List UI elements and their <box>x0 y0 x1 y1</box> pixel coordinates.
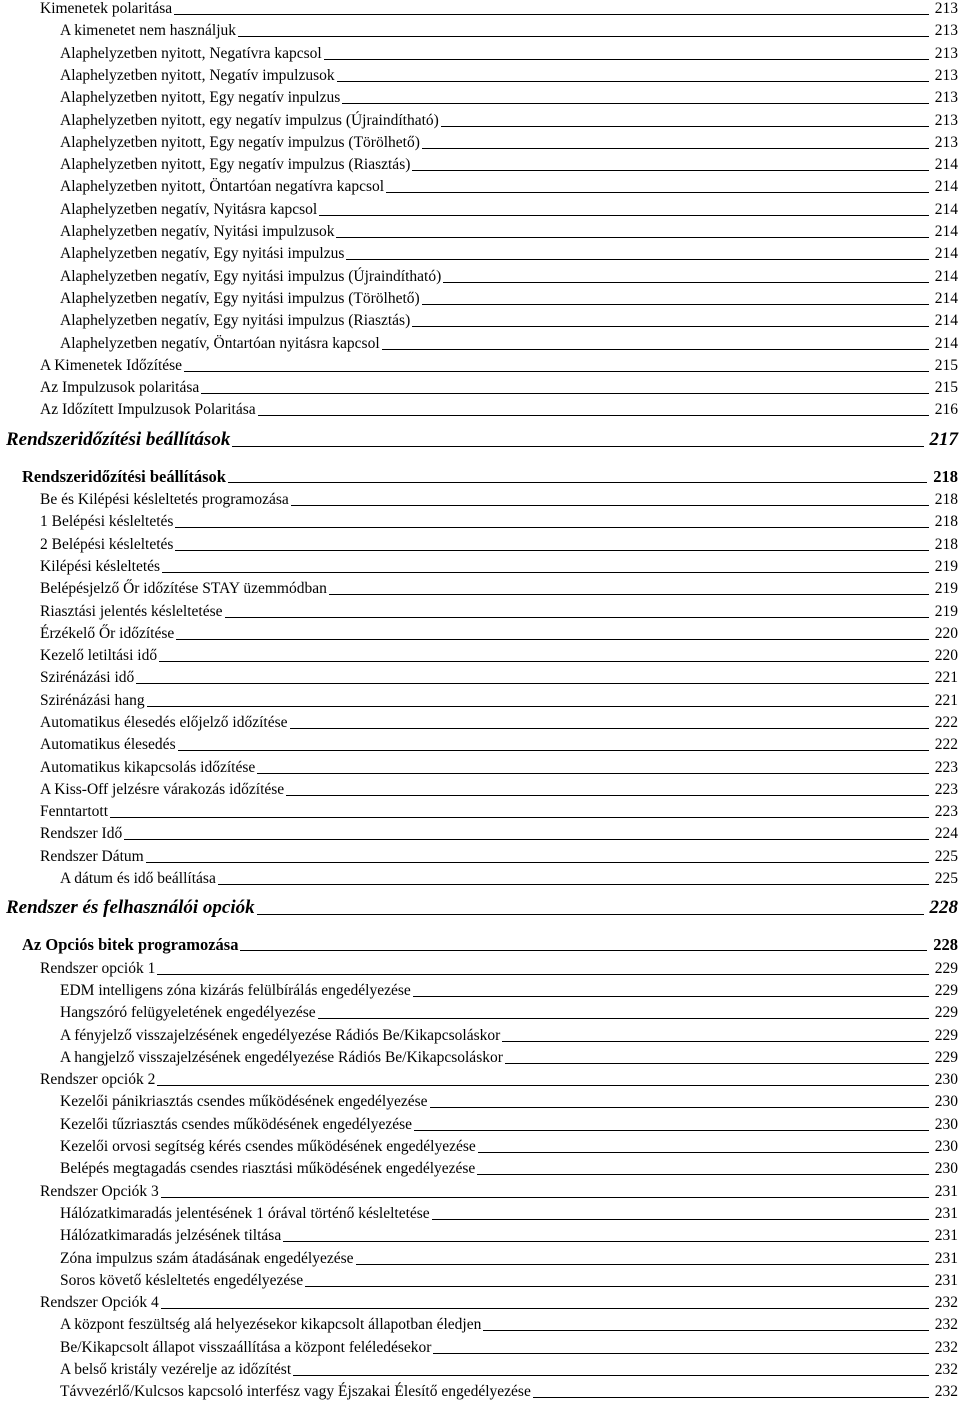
toc-leader-line <box>293 1375 929 1376</box>
toc-entry[interactable] <box>60 223 958 241</box>
toc-entry[interactable] <box>60 1049 958 1067</box>
toc-entry-title: Kimenetek polaritása <box>40 0 173 17</box>
toc-entry-title: Automatikus élesedés előjelző időzítése <box>40 714 288 731</box>
toc-leader-line <box>178 750 929 751</box>
toc-entry[interactable] <box>40 714 958 732</box>
toc-leader-line <box>329 594 929 595</box>
toc-leader-line <box>110 817 929 818</box>
toc-entry[interactable] <box>40 357 958 375</box>
toc-entry-page-number: 213 <box>934 22 958 39</box>
toc-section-entry[interactable] <box>22 936 958 954</box>
toc-entry-page-number: 222 <box>934 736 958 753</box>
toc-entry[interactable] <box>40 603 958 621</box>
toc-leader-line <box>478 1152 929 1153</box>
toc-entry-page-number: 224 <box>934 825 958 842</box>
toc-entry[interactable] <box>60 1004 958 1022</box>
toc-entry-page-number: 225 <box>934 870 958 887</box>
toc-entry[interactable] <box>60 1316 958 1334</box>
toc-entry-title: EDM intelligens zóna kizárás felülbírálás engedélyezése <box>60 982 411 999</box>
toc-entry-title: Az Opciós bitek programozása <box>22 935 239 954</box>
toc-entry-title: Alaphelyzetben nyitott, Egy negatív inpulzus <box>60 89 341 106</box>
toc-entry[interactable] <box>60 45 958 63</box>
toc-entry-title: Alaphelyzetben nyitott, Negatívra kapcsol <box>60 45 322 62</box>
toc-entry[interactable] <box>40 647 958 665</box>
toc-entry-page-number: 223 <box>934 781 958 798</box>
toc-entry-title: A fényjelző visszajelzésének engedélyezése Rádiós Be/Kikapcsoláskor <box>60 1027 501 1044</box>
toc-leader-line <box>319 215 929 216</box>
toc-entry-page-number: 213 <box>934 112 958 129</box>
toc-leader-line <box>286 795 929 796</box>
toc-entry-title: Be/Kikapcsolt állapot visszaállítása a központ feléledésekor <box>60 1339 432 1356</box>
toc-entry-title: Alaphelyzetben nyitott, Öntartóan negatívra kapcsol <box>60 178 385 195</box>
toc-leader-line <box>157 1085 928 1086</box>
toc-entry-page-number: 214 <box>934 201 958 218</box>
toc-entry-page-number: 229 <box>934 1004 958 1021</box>
toc-entry-page-number: 231 <box>934 1183 958 1200</box>
toc-leader-line <box>228 482 927 483</box>
toc-entry-page-number: 230 <box>934 1093 958 1110</box>
toc-entry-title: 1 Belépési késleltetés <box>40 513 174 530</box>
toc-entry[interactable] <box>60 1093 958 1111</box>
toc-entry-page-number: 214 <box>934 268 958 285</box>
toc-entry-page-number: 223 <box>934 759 958 776</box>
toc-entry[interactable] <box>60 178 958 196</box>
toc-entry[interactable] <box>40 803 958 821</box>
toc-entry[interactable] <box>40 580 958 598</box>
toc-leader-line <box>356 1264 929 1265</box>
toc-leader-line <box>147 706 929 707</box>
toc-entry-title: Szirénázási idő <box>40 669 135 686</box>
toc-entry[interactable] <box>60 1250 958 1268</box>
toc-leader-line <box>386 192 929 193</box>
toc-entry-title: Rendszeridőzítési beállítások <box>22 467 226 486</box>
toc-entry[interactable] <box>60 245 958 263</box>
toc-entry[interactable] <box>40 536 958 554</box>
toc-entry[interactable] <box>60 312 958 330</box>
toc-entry-title: Alaphelyzetben nyitott, egy negatív impulzus (Újraindítható) <box>60 112 439 129</box>
toc-entry-page-number: 214 <box>934 223 958 240</box>
toc-leader-line <box>443 282 929 283</box>
toc-leader-line <box>433 1353 928 1354</box>
toc-leader-line <box>324 59 929 60</box>
toc-entry-title: Belépés megtagadás csendes riasztási működésének engedélyezése <box>60 1160 476 1177</box>
toc-entry-page-number: 213 <box>934 134 958 151</box>
toc-chapter-entry[interactable] <box>6 897 958 919</box>
toc-entry-title: Szirénázási hang <box>40 692 145 709</box>
toc-entry[interactable] <box>60 1339 958 1357</box>
toc-entry-title: Kezelői tűzriasztás csendes működésének engedélyezése <box>60 1116 413 1133</box>
toc-leader-line <box>336 237 928 238</box>
toc-entry[interactable] <box>60 1116 958 1134</box>
toc-entry-title: Érzékelő Őr időzítése <box>40 625 175 642</box>
toc-entry[interactable] <box>60 870 958 888</box>
toc-entry-title: A kimenetet nem használjuk <box>60 22 237 39</box>
toc-entry-page-number: 220 <box>934 647 958 664</box>
toc-leader-line <box>382 349 929 350</box>
toc-entry-page-number: 213 <box>934 0 958 17</box>
toc-entry[interactable] <box>40 558 958 576</box>
toc-entry-title: Belépésjelző Őr időzítése STAY üzemmódban <box>40 580 327 597</box>
toc-entry-title: Soros követő késleltetés engedélyezése <box>60 1272 304 1289</box>
toc-entry-page-number: 214 <box>934 245 958 262</box>
toc-entry[interactable] <box>60 1205 958 1223</box>
toc-entry-page-number: 214 <box>934 178 958 195</box>
toc-entry-title: A belső kristály vezérelje az időzítést <box>60 1361 292 1378</box>
toc-entry-page-number: 230 <box>934 1160 958 1177</box>
toc-entry-title: Fenntartott <box>40 803 109 820</box>
toc-entry[interactable] <box>60 290 958 308</box>
toc-entry-page-number: 213 <box>934 67 958 84</box>
toc-entry-title: Rendszer Dátum <box>40 848 144 865</box>
toc-leader-line <box>238 36 929 37</box>
toc-entry[interactable] <box>60 268 958 286</box>
toc-leader-line <box>413 996 929 997</box>
toc-leader-line <box>414 1130 929 1131</box>
toc-entry-page-number: 218 <box>934 513 958 530</box>
toc-entry[interactable] <box>60 134 958 152</box>
toc-entry-page-number: 214 <box>934 156 958 173</box>
toc-entry[interactable] <box>60 1160 958 1178</box>
toc-entry[interactable] <box>40 825 958 843</box>
toc-entry[interactable] <box>60 1027 958 1045</box>
toc-entry[interactable] <box>60 201 958 219</box>
toc-entry-title: Az Impulzusok polaritása <box>40 379 200 396</box>
toc-entry[interactable] <box>40 379 958 397</box>
toc-entry-title: Kezelő letiltási idő <box>40 647 158 664</box>
toc-leader-line <box>502 1041 928 1042</box>
toc-entry-page-number: 214 <box>934 290 958 307</box>
toc-leader-line <box>257 773 929 774</box>
toc-entry[interactable] <box>40 491 958 509</box>
toc-leader-line <box>174 14 929 15</box>
toc-entry-title: A hangjelző visszajelzésének engedélyezése Rádiós Be/Kikapcsoláskor <box>60 1049 503 1066</box>
toc-entry[interactable] <box>40 0 958 18</box>
toc-leader-line <box>175 527 928 528</box>
toc-leader-line <box>240 950 927 951</box>
toc-entry-title: A dátum és idő beállítása <box>60 870 216 887</box>
toc-entry-page-number: 231 <box>934 1250 958 1267</box>
toc-entry-page-number: 230 <box>934 1116 958 1133</box>
toc-entry[interactable] <box>60 982 958 1000</box>
toc-entry-title: Rendszeridőzítési beállítások <box>6 429 231 450</box>
toc-leader-line <box>258 415 929 416</box>
toc-leader-line <box>318 1018 929 1019</box>
toc-entry-page-number: 230 <box>934 1138 958 1155</box>
toc-entry-page-number: 214 <box>934 312 958 329</box>
toc-leader-line <box>290 728 929 729</box>
toc-entry-page-number: 214 <box>934 335 958 352</box>
toc-entry[interactable] <box>40 848 958 866</box>
toc-leader-line <box>218 884 929 885</box>
toc-entry[interactable] <box>40 736 958 754</box>
toc-leader-line <box>175 550 928 551</box>
toc-entry-page-number: 215 <box>934 357 958 374</box>
toc-leader-line <box>201 393 928 394</box>
toc-entry-page-number: 232 <box>934 1316 958 1333</box>
toc-entry-title: Távvezérlő/Kulcsos kapcsoló interfész vagy Éjszakai Élesítő engedélyezése <box>60 1383 531 1400</box>
toc-entry[interactable] <box>60 1138 958 1156</box>
toc-entry-title: Alaphelyzetben negatív, Egy nyitási impulzus <box>60 245 345 262</box>
toc-leader-line <box>342 103 929 104</box>
toc-entry-page-number: 221 <box>934 669 958 686</box>
toc-entry[interactable] <box>40 401 958 419</box>
toc-entry[interactable] <box>40 781 958 799</box>
toc-entry-title: A központ feszültség alá helyezésekor kikapcsolt állapotban éledjen <box>60 1316 482 1333</box>
toc-entry[interactable] <box>60 1383 958 1401</box>
toc-entry-title: Alaphelyzetben negatív, Egy nyitási impulzus (Törölhető) <box>60 290 420 307</box>
toc-entry-title: A Kimenetek Időzítése <box>40 357 183 374</box>
toc-entry-title: A Kiss-Off jelzésre várakozás időzítése <box>40 781 285 798</box>
toc-entry-title: Kezelői orvosi segítség kérés csendes működésének engedélyezése <box>60 1138 476 1155</box>
toc-entry-title: Alaphelyzetben nyitott, Negatív impulzusok <box>60 67 335 84</box>
toc-entry-title: Kezelői pánikriasztás csendes működésének engedélyezése <box>60 1093 428 1110</box>
toc-entry-page-number: 217 <box>929 429 958 450</box>
toc-chapter-entry[interactable] <box>6 429 958 451</box>
toc-leader-line <box>157 974 928 975</box>
toc-leader-line <box>422 304 929 305</box>
toc-leader-line <box>161 1308 929 1309</box>
toc-entry[interactable] <box>40 759 958 777</box>
toc-leader-line <box>430 1107 929 1108</box>
toc-leader-line <box>124 839 929 840</box>
toc-entry[interactable] <box>60 67 958 85</box>
toc-leader-line <box>412 326 929 327</box>
toc-leader-line <box>477 1174 928 1175</box>
toc-section-entry[interactable] <box>22 468 958 486</box>
toc-entry-page-number: 228 <box>929 897 958 918</box>
toc-leader-line <box>346 259 928 260</box>
toc-entry[interactable] <box>40 513 958 531</box>
toc-entry-page-number: 218 <box>933 467 958 486</box>
toc-leader-line <box>412 170 928 171</box>
toc-leader-line <box>136 683 928 684</box>
toc-entry-page-number: 232 <box>934 1294 958 1311</box>
toc-entry-title: Be és Kilépési késleltetés programozása <box>40 491 289 508</box>
toc-entry[interactable] <box>60 1361 958 1379</box>
toc-entry-page-number: 219 <box>934 580 958 597</box>
toc-entry-title: Rendszer opciók 2 <box>40 1071 156 1088</box>
toc-entry-title: Rendszer opciók 1 <box>40 960 156 977</box>
toc-entry[interactable] <box>60 112 958 130</box>
toc-leader-line <box>159 661 929 662</box>
toc-entry[interactable] <box>40 1183 958 1201</box>
toc-entry[interactable] <box>40 692 958 710</box>
toc-entry-page-number: 230 <box>934 1071 958 1088</box>
toc-leader-line <box>483 1330 928 1331</box>
toc-entry-page-number: 218 <box>934 491 958 508</box>
toc-entry-page-number: 232 <box>934 1361 958 1378</box>
toc-entry-title: Zóna impulzus szám átadásának engedélyezése <box>60 1250 354 1267</box>
toc-entry-page-number: 216 <box>934 401 958 418</box>
toc-entry-page-number: 228 <box>933 935 958 954</box>
toc-entry-title: Rendszer Opciók 4 <box>40 1294 159 1311</box>
toc-entry-page-number: 225 <box>934 848 958 865</box>
toc-leader-line <box>441 126 929 127</box>
toc-entry-page-number: 229 <box>934 1027 958 1044</box>
toc-entry-title: Rendszer Idő <box>40 825 123 842</box>
toc-entry-page-number: 231 <box>934 1227 958 1244</box>
toc-entry-page-number: 219 <box>934 558 958 575</box>
toc-entry-page-number: 213 <box>934 45 958 62</box>
toc-entry-page-number: 218 <box>934 536 958 553</box>
toc-entry-title: Az Időzített Impulzusok Polaritása <box>40 401 256 418</box>
toc-entry-page-number: 229 <box>934 1049 958 1066</box>
toc-entry-page-number: 221 <box>934 692 958 709</box>
toc-entry[interactable] <box>40 669 958 687</box>
toc-entry-title: Alaphelyzetben negatív, Egy nyitási impulzus (Riasztás) <box>60 312 411 329</box>
toc-entry-title: Rendszer Opciók 3 <box>40 1183 159 1200</box>
toc-leader-line <box>146 862 929 863</box>
toc-entry[interactable] <box>40 625 958 643</box>
toc-entry-page-number: 229 <box>934 960 958 977</box>
toc-entry[interactable] <box>60 1227 958 1245</box>
toc-entry-title: Alaphelyzetben negatív, Öntartóan nyitásra kapcsol <box>60 335 380 352</box>
toc-entry-page-number: 231 <box>934 1272 958 1289</box>
toc-leader-line <box>291 505 929 506</box>
toc-entry-title: Rendszer és felhasználói opciók <box>6 897 255 918</box>
toc-leader-line <box>184 371 929 372</box>
toc-leader-line <box>161 1197 929 1198</box>
toc-entry-page-number: 215 <box>934 379 958 396</box>
toc-leader-line <box>505 1063 929 1064</box>
toc-leader-line <box>432 1219 929 1220</box>
toc-entry[interactable] <box>60 335 958 353</box>
toc-entry-page-number: 232 <box>934 1339 958 1356</box>
toc-entry-title: 2 Belépési késleltetés <box>40 536 174 553</box>
toc-entry-title: Alaphelyzetben negatív, Egy nyitási impulzus (Újraindítható) <box>60 268 442 285</box>
toc-entry-page-number: 219 <box>934 603 958 620</box>
toc-entry-page-number: 223 <box>934 803 958 820</box>
toc-entry-page-number: 231 <box>934 1205 958 1222</box>
toc-entry-title: Automatikus kikapcsolás időzítése <box>40 759 256 776</box>
toc-entry-title: Kilépési késleltetés <box>40 558 161 575</box>
toc-entry[interactable] <box>60 1272 958 1290</box>
toc-entry-title: Automatikus élesedés <box>40 736 176 753</box>
toc-leader-line <box>422 148 929 149</box>
toc-entry-page-number: 222 <box>934 714 958 731</box>
toc-leader-line <box>176 639 928 640</box>
toc-entry[interactable] <box>60 89 958 107</box>
toc-leader-line <box>257 914 924 915</box>
toc-leader-line <box>225 617 929 618</box>
toc-entry-title: Riasztási jelentés késleltetése <box>40 603 223 620</box>
toc-entry-page-number: 220 <box>934 625 958 642</box>
toc-entry-title: Alaphelyzetben nyitott, Egy negatív impulzus (Riasztás) <box>60 156 411 173</box>
toc-entry[interactable] <box>40 1071 958 1089</box>
toc-entry-title: Hangszóró felügyeletének engedélyezése <box>60 1004 316 1021</box>
toc-leader-line <box>337 81 929 82</box>
toc-entry-page-number: 213 <box>934 89 958 106</box>
toc-leader-line <box>283 1241 929 1242</box>
toc-entry[interactable] <box>60 22 958 40</box>
toc-leader-line <box>232 446 923 447</box>
toc-leader-line <box>305 1286 929 1287</box>
toc-entry-title: Hálózatkimaradás jelzésének tiltása <box>60 1227 282 1244</box>
toc-entry[interactable] <box>40 960 958 978</box>
toc-entry[interactable] <box>60 156 958 174</box>
toc-entry-page-number: 229 <box>934 982 958 999</box>
toc-entry-title: Alaphelyzetben negatív, Nyitási impulzusok <box>60 223 335 240</box>
toc-leader-line <box>533 1397 929 1398</box>
toc-entry-title: Alaphelyzetben negatív, Nyitásra kapcsol <box>60 201 318 218</box>
toc-entry-title: Alaphelyzetben nyitott, Egy negatív impulzus (Törölhető) <box>60 134 420 151</box>
toc-entry[interactable] <box>40 1294 958 1312</box>
toc-entry-title: Hálózatkimaradás jelentésének 1 órával történő késleltetése <box>60 1205 430 1222</box>
toc-entry-page-number: 232 <box>934 1383 958 1400</box>
toc-leader-line <box>162 572 929 573</box>
